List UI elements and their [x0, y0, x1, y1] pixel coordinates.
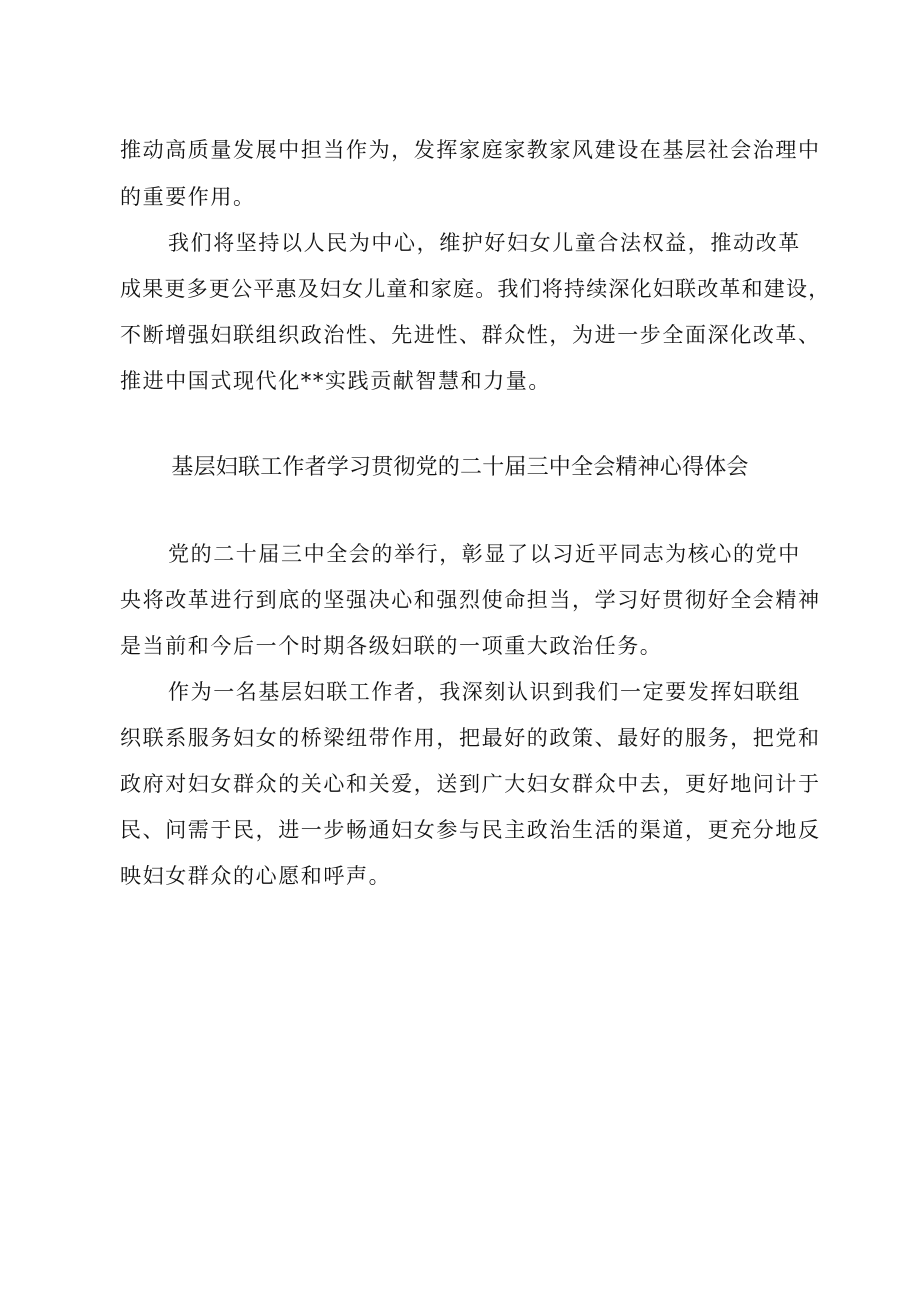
paragraph-2-line-4: 推进中国式现代化**实践贡献智慧和力量。: [120, 369, 551, 393]
paragraph-4-line-1: 作为一名基层妇联工作者，我深刻认识到我们一定要发挥妇联组: [168, 680, 801, 704]
paragraph-4-line-3: 政府对妇女群众的关心和关爱，送到广大妇女群众中去，更好地问计于: [120, 772, 821, 796]
paragraph-4-line-2: 织联系服务妇女的桥梁纽带作用，把最好的政策、最好的服务，把党和: [120, 726, 821, 750]
paragraph-1-line-1: 推动高质量发展中担当作为，发挥家庭家教家风建设在基层社会治理中: [120, 138, 821, 162]
paragraph-2-line-1: 我们将坚持以人民为中心，维护好妇女儿童合法权益，推动改革: [168, 231, 801, 255]
paragraph-3-line-1: 党的二十届三中全会的举行，彰显了以习近平同志为核心的党中: [168, 542, 801, 566]
section-title: 基层妇联工作者学习贯彻党的二十届三中全会精神心得体会: [171, 455, 749, 480]
paragraph-1-line-2: 的重要作用。: [120, 185, 256, 209]
paragraph-2-line-3: 不断增强妇联组织政治性、先进性、群众性，为进一步全面深化改革、: [120, 323, 821, 347]
paragraph-2-line-2: 成果更多更公平惠及妇女儿童和家庭。我们将持续深化妇联改革和建设，: [120, 277, 831, 301]
paragraph-4-line-5: 映妇女群众的心愿和呼声。: [120, 864, 392, 888]
paragraph-3-line-2: 央将改革进行到底的坚强决心和强烈使命担当，学习好贯彻好全会精神: [120, 588, 821, 612]
paragraph-3-line-3: 是当前和今后一个时期各级妇联的一项重大政治任务。: [120, 634, 663, 658]
paragraph-4-line-4: 民、问需于民，进一步畅通妇女参与民主政治生活的渠道，更充分地反: [120, 818, 821, 842]
